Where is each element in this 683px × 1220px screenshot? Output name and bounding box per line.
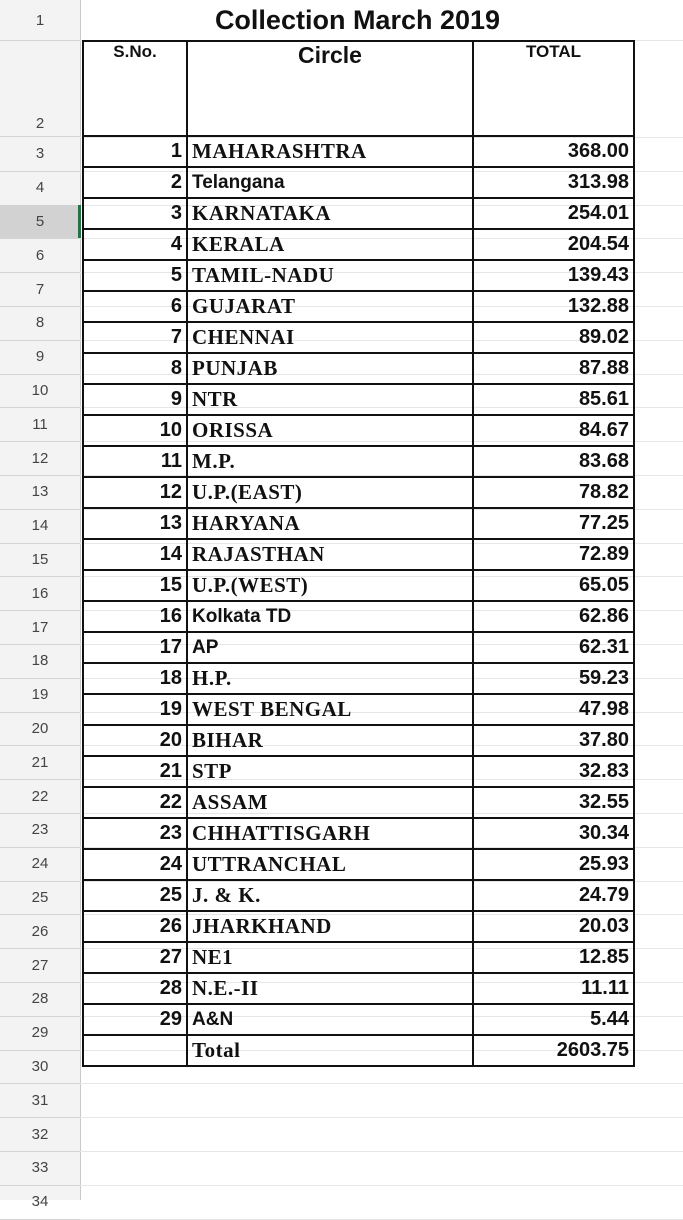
circle-cell[interactable]: Kolkata TD [187,601,473,632]
total-cell[interactable]: 62.86 [473,601,634,632]
header-total[interactable]: TOTAL [473,41,634,136]
total-row [83,1035,634,1066]
circle-cell[interactable]: CHENNAI [187,322,473,353]
total-cell[interactable]: 20.03 [473,911,634,942]
row-header-3[interactable]: 3 [0,137,80,172]
grid-line [80,1117,683,1118]
row-header-18[interactable]: 18 [0,644,80,679]
circle-cell[interactable]: ORISSA [187,415,473,446]
total-cell[interactable]: 24.79 [473,880,634,911]
total-cell[interactable]: 25.93 [473,849,634,880]
total-cell[interactable]: 32.55 [473,787,634,818]
row-header-23[interactable]: 23 [0,813,80,848]
circle-cell[interactable]: J. & K. [187,880,473,911]
row-header-22[interactable]: 22 [0,779,80,814]
table-row [83,477,634,508]
circle-cell[interactable]: CHHATTISGARH [187,818,473,849]
grid-line [80,1151,683,1152]
sno-cell[interactable]: 13 [83,508,187,539]
circle-cell[interactable]: WEST BENGAL [187,694,473,725]
table-row [83,353,634,384]
total-cell[interactable]: 132.88 [473,291,634,322]
total-label-cell[interactable]: Total [187,1035,473,1066]
row-header-8[interactable]: 8 [0,306,80,341]
total-cell[interactable]: 37.80 [473,725,634,756]
sno-cell[interactable]: 2 [83,167,187,198]
row-header-6[interactable]: 6 [0,238,80,273]
sno-cell[interactable]: 24 [83,849,187,880]
table-row [83,942,634,973]
circle-cell[interactable]: JHARKHAND [187,911,473,942]
total-cell[interactable]: 313.98 [473,167,634,198]
circle-cell[interactable]: NTR [187,384,473,415]
total-cell[interactable]: 85.61 [473,384,634,415]
sno-cell[interactable]: 23 [83,818,187,849]
total-cell[interactable]: 11.11 [473,973,634,1004]
table-row [83,291,634,322]
sno-cell[interactable]: 5 [83,260,187,291]
total-cell[interactable]: 84.67 [473,415,634,446]
total-cell[interactable]: 87.88 [473,353,634,384]
table-row [83,136,634,167]
sno-cell[interactable]: 10 [83,415,187,446]
total-cell[interactable]: 77.25 [473,508,634,539]
table-row [83,787,634,818]
sno-cell[interactable]: 29 [83,1004,187,1035]
grid-line [80,1083,683,1084]
sno-cell[interactable]: 15 [83,570,187,601]
total-cell[interactable]: 62.31 [473,632,634,663]
circle-cell[interactable]: BIHAR [187,725,473,756]
sno-cell[interactable]: 25 [83,880,187,911]
circle-cell[interactable]: N.E.-II [187,973,473,1004]
row-header-31[interactable]: 31 [0,1083,80,1118]
circle-cell[interactable]: Telangana [187,167,473,198]
circle-cell[interactable]: TAMIL-NADU [187,260,473,291]
row-header-gutter [0,0,81,1211]
sno-cell[interactable]: 28 [83,973,187,1004]
total-cell[interactable]: 368.00 [473,136,634,167]
table-row [83,725,634,756]
circle-cell[interactable]: ASSAM [187,787,473,818]
sno-cell[interactable]: 26 [83,911,187,942]
total-cell[interactable]: 59.23 [473,663,634,694]
sno-cell[interactable]: 1 [83,136,187,167]
circle-cell[interactable]: PUNJAB [187,353,473,384]
sno-cell[interactable]: 27 [83,942,187,973]
row-header-17[interactable]: 17 [0,610,80,645]
row-header-26[interactable]: 26 [0,914,80,949]
total-cell[interactable]: 139.43 [473,260,634,291]
total-cell[interactable]: 30.34 [473,818,634,849]
table-row [83,632,634,663]
sno-cell[interactable]: 18 [83,663,187,694]
table-row [83,880,634,911]
table-row [83,756,634,787]
table-row [83,973,634,1004]
sno-cell[interactable]: 21 [83,756,187,787]
header-row [83,41,634,136]
row-header-11[interactable]: 11 [0,407,80,442]
row-header-19[interactable]: 19 [0,678,80,713]
grid-line [80,1185,683,1186]
table-row [83,446,634,477]
table-row [83,911,634,942]
total-cell[interactable]: 5.44 [473,1004,634,1035]
total-cell[interactable]: 83.68 [473,446,634,477]
table-row [83,508,634,539]
circle-cell[interactable]: KERALA [187,229,473,260]
table-row [83,570,634,601]
table-row [83,539,634,570]
table-row [83,849,634,880]
row-header-1[interactable]: 1 [0,0,80,41]
row-header-24[interactable]: 24 [0,847,80,882]
sno-cell[interactable]: 4 [83,229,187,260]
total-cell[interactable]: 204.54 [473,229,634,260]
row-header-30[interactable]: 30 [0,1050,80,1085]
row-header-4[interactable]: 4 [0,171,80,206]
circle-cell[interactable]: U.P.(EAST) [187,477,473,508]
table-row [83,167,634,198]
row-header-21[interactable]: 21 [0,745,80,780]
circle-cell[interactable]: STP [187,756,473,787]
row-header-20[interactable]: 20 [0,712,80,747]
total-sno-cell[interactable] [83,1035,187,1066]
row-header-15[interactable]: 15 [0,543,80,578]
table-row [83,601,634,632]
total-cell[interactable]: 12.85 [473,942,634,973]
total-cell[interactable]: 254.01 [473,198,634,229]
table-row [83,229,634,260]
row-header-27[interactable]: 27 [0,948,80,983]
table-row [83,198,634,229]
row-header-28[interactable]: 28 [0,982,80,1017]
row-header-14[interactable]: 14 [0,509,80,544]
total-cell[interactable]: 78.82 [473,477,634,508]
circle-cell[interactable]: AP [187,632,473,663]
header-sno[interactable]: S.No. [83,41,187,136]
row-header-10[interactable]: 10 [0,374,80,409]
row-header-32[interactable]: 32 [0,1117,80,1152]
sno-cell[interactable]: 8 [83,353,187,384]
total-cell[interactable]: 72.89 [473,539,634,570]
table-row [83,663,634,694]
collection-table [82,40,635,1067]
circle-cell[interactable]: A&N [187,1004,473,1035]
selection-indicator [78,205,81,239]
row-header-5[interactable]: 5 [0,205,80,240]
sno-cell[interactable]: 12 [83,477,187,508]
row-header-13[interactable]: 13 [0,475,80,510]
grid-line [80,1219,683,1220]
circle-cell[interactable]: RAJASTHAN [187,539,473,570]
table-row [83,415,634,446]
total-cell[interactable]: 32.83 [473,756,634,787]
row-header-29[interactable]: 29 [0,1016,80,1051]
sno-cell[interactable]: 20 [83,725,187,756]
circle-cell[interactable]: HARYANA [187,508,473,539]
row-header-12[interactable]: 12 [0,441,80,476]
sno-cell[interactable]: 16 [83,601,187,632]
table-row [83,260,634,291]
sno-cell[interactable]: 3 [83,198,187,229]
row-header-7[interactable]: 7 [0,272,80,307]
row-header-33[interactable]: 33 [0,1151,80,1186]
row-header-16[interactable]: 16 [0,576,80,611]
table-row [83,322,634,353]
sno-cell[interactable]: 11 [83,446,187,477]
table-row [83,694,634,725]
table-row [83,384,634,415]
circle-cell[interactable]: U.P.(WEST) [187,570,473,601]
total-cell[interactable]: 89.02 [473,322,634,353]
sno-cell[interactable]: 17 [83,632,187,663]
row-header-34[interactable]: 34 [0,1185,80,1220]
sno-cell[interactable]: 19 [83,694,187,725]
table-row [83,1004,634,1035]
sno-cell[interactable]: 7 [83,322,187,353]
sno-cell[interactable]: 9 [83,384,187,415]
total-cell[interactable]: 47.98 [473,694,634,725]
sno-cell[interactable]: 14 [83,539,187,570]
sno-cell[interactable]: 6 [83,291,187,322]
row-header-9[interactable]: 9 [0,340,80,375]
sno-cell[interactable]: 22 [83,787,187,818]
circle-cell[interactable]: M.P. [187,446,473,477]
circle-cell[interactable]: GUJARAT [187,291,473,322]
circle-cell[interactable]: NE1 [187,942,473,973]
row-header-2[interactable]: 2 [0,40,80,137]
total-value-cell[interactable]: 2603.75 [473,1035,634,1066]
circle-cell[interactable]: KARNATAKA [187,198,473,229]
circle-cell[interactable]: MAHARASHTRA [187,136,473,167]
circle-cell[interactable]: H.P. [187,663,473,694]
header-circle[interactable]: Circle [187,41,473,136]
sheet-title: Collection March 2019 [214,4,501,35]
circle-cell[interactable]: UTTRANCHAL [187,849,473,880]
table-row [83,818,634,849]
total-cell[interactable]: 65.05 [473,570,634,601]
row-header-25[interactable]: 25 [0,881,80,916]
